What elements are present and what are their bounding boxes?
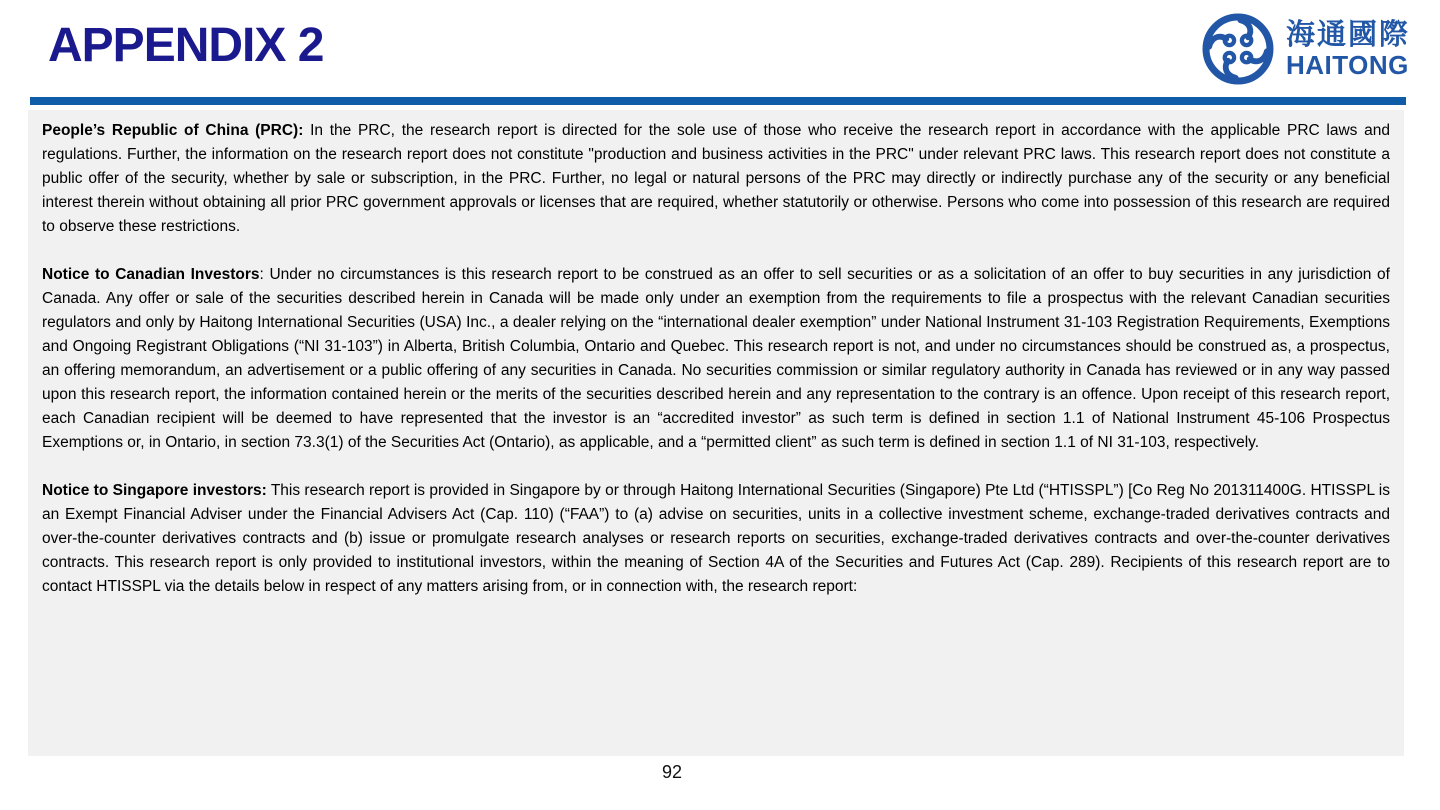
logo-chinese-name: 海通國際: [1285, 17, 1410, 51]
paragraph-body-prc: In the PRC, the research report is directed for the sole use of those who receive the research report in accordance with the applicable PRC laws and regulations. Further, the information on the research report does not constitute "production and business activities in the PRC" under relevant PRC laws. This research report does not constitute a public offer of the security, whether by sale or subscription, in the PRC. Further, no legal or natural persons of the PRC may directly or indirectly purchase any of the security or any beneficial interest therein without obtaining all prior PRC government approvals or licenses that are required, whether statutorily or otherwise. Persons who come into possession of this research are required to observe these restrictions.: [42, 122, 1391, 235]
disclaimer-paragraph-canada: [42, 263, 1390, 455]
paragraph-body-singapore: This research report is provided in Singapore by or through Haitong International Securities (Singapore) Pte Ltd (“HTISSPL”) [Co Reg No 201311400G. HTISSPL is an Exempt Financial Adviser under the Financial Advisers Act (Cap. 110) (“FAA”) to (a) advise on securities, units in a collective investment scheme, exchange-traded derivatives contracts and over-the-counter derivatives contracts and (b) issue or promulgate research analyses or research reports on securities, exchange-traded derivatives contracts and over-the-counter derivatives contracts. This research report is only provided to institutional investors, within the meaning of Section 4A of the Securities and Futures Act (Cap. 289). Recipients of this research report are to contact HTISSPL via the details below in respect of any matters arising from, or in connection with, the research report:: [42, 482, 1390, 595]
page-title: APPENDIX 2: [48, 19, 324, 72]
disclaimer-paragraph-singapore: [42, 479, 1390, 599]
logo-english-name: HAITONG: [1285, 50, 1409, 80]
paragraph-body-canada: : Under no circumstances is this research report to be construed as an offer to sell securities or as a solicitation of an offer to buy securities in any jurisdiction of Canada. Any offer or sale of the securities described herein in Canada will be made only under an exemption from the requirements to file a prospectus with the relevant Canadian securities regulators and only by Haitong International Securities (USA) Inc., a dealer relying on the “international dealer exemption” under National Instrument 31-103 Registration Requirements, Exemptions and Ongoing Registrant Obligations (“NI 31-103”) in Alberta, British Columbia, Ontario and Quebec. This research report is not, and under no circumstances should be construed as, a prospectus, an offering memorandum, an advertisement or a public offering of any securities in Canada. No securities commission or similar regulatory authority in Canada has reviewed or in any way passed upon this research report, the information contained herein or the merits of the securities described herein and any representation to the contrary is an offence. Upon receipt of this research report, each Canadian recipient will be deemed to have represented that the investor is an “accredited investor” as such term is defined in section 1.1 of National Instrument 45-106 Prospectus Exemptions or, in Ontario, in section 73.3(1) of the Securities Act (Ontario), as applicable, and a “permitted client” as such term is defined in section 1.1 of NI 31-103, respectively.: [42, 266, 1390, 451]
paragraph-lead-singapore: Notice to Singapore investors:: [42, 482, 267, 499]
logo-wordmark: [1285, 17, 1410, 80]
page-number: 92: [661, 762, 683, 782]
disclaimer-paragraph-prc: [42, 119, 1390, 239]
haitong-logo: [1199, 8, 1410, 90]
header-divider: [30, 97, 1406, 105]
disclaimer-content: [28, 110, 1404, 756]
haitong-emblem-icon: [1199, 10, 1277, 88]
paragraph-lead-prc: People’s Republic of China (PRC):: [42, 122, 304, 139]
paragraph-lead-canada: Notice to Canadian Investors: [42, 266, 260, 283]
